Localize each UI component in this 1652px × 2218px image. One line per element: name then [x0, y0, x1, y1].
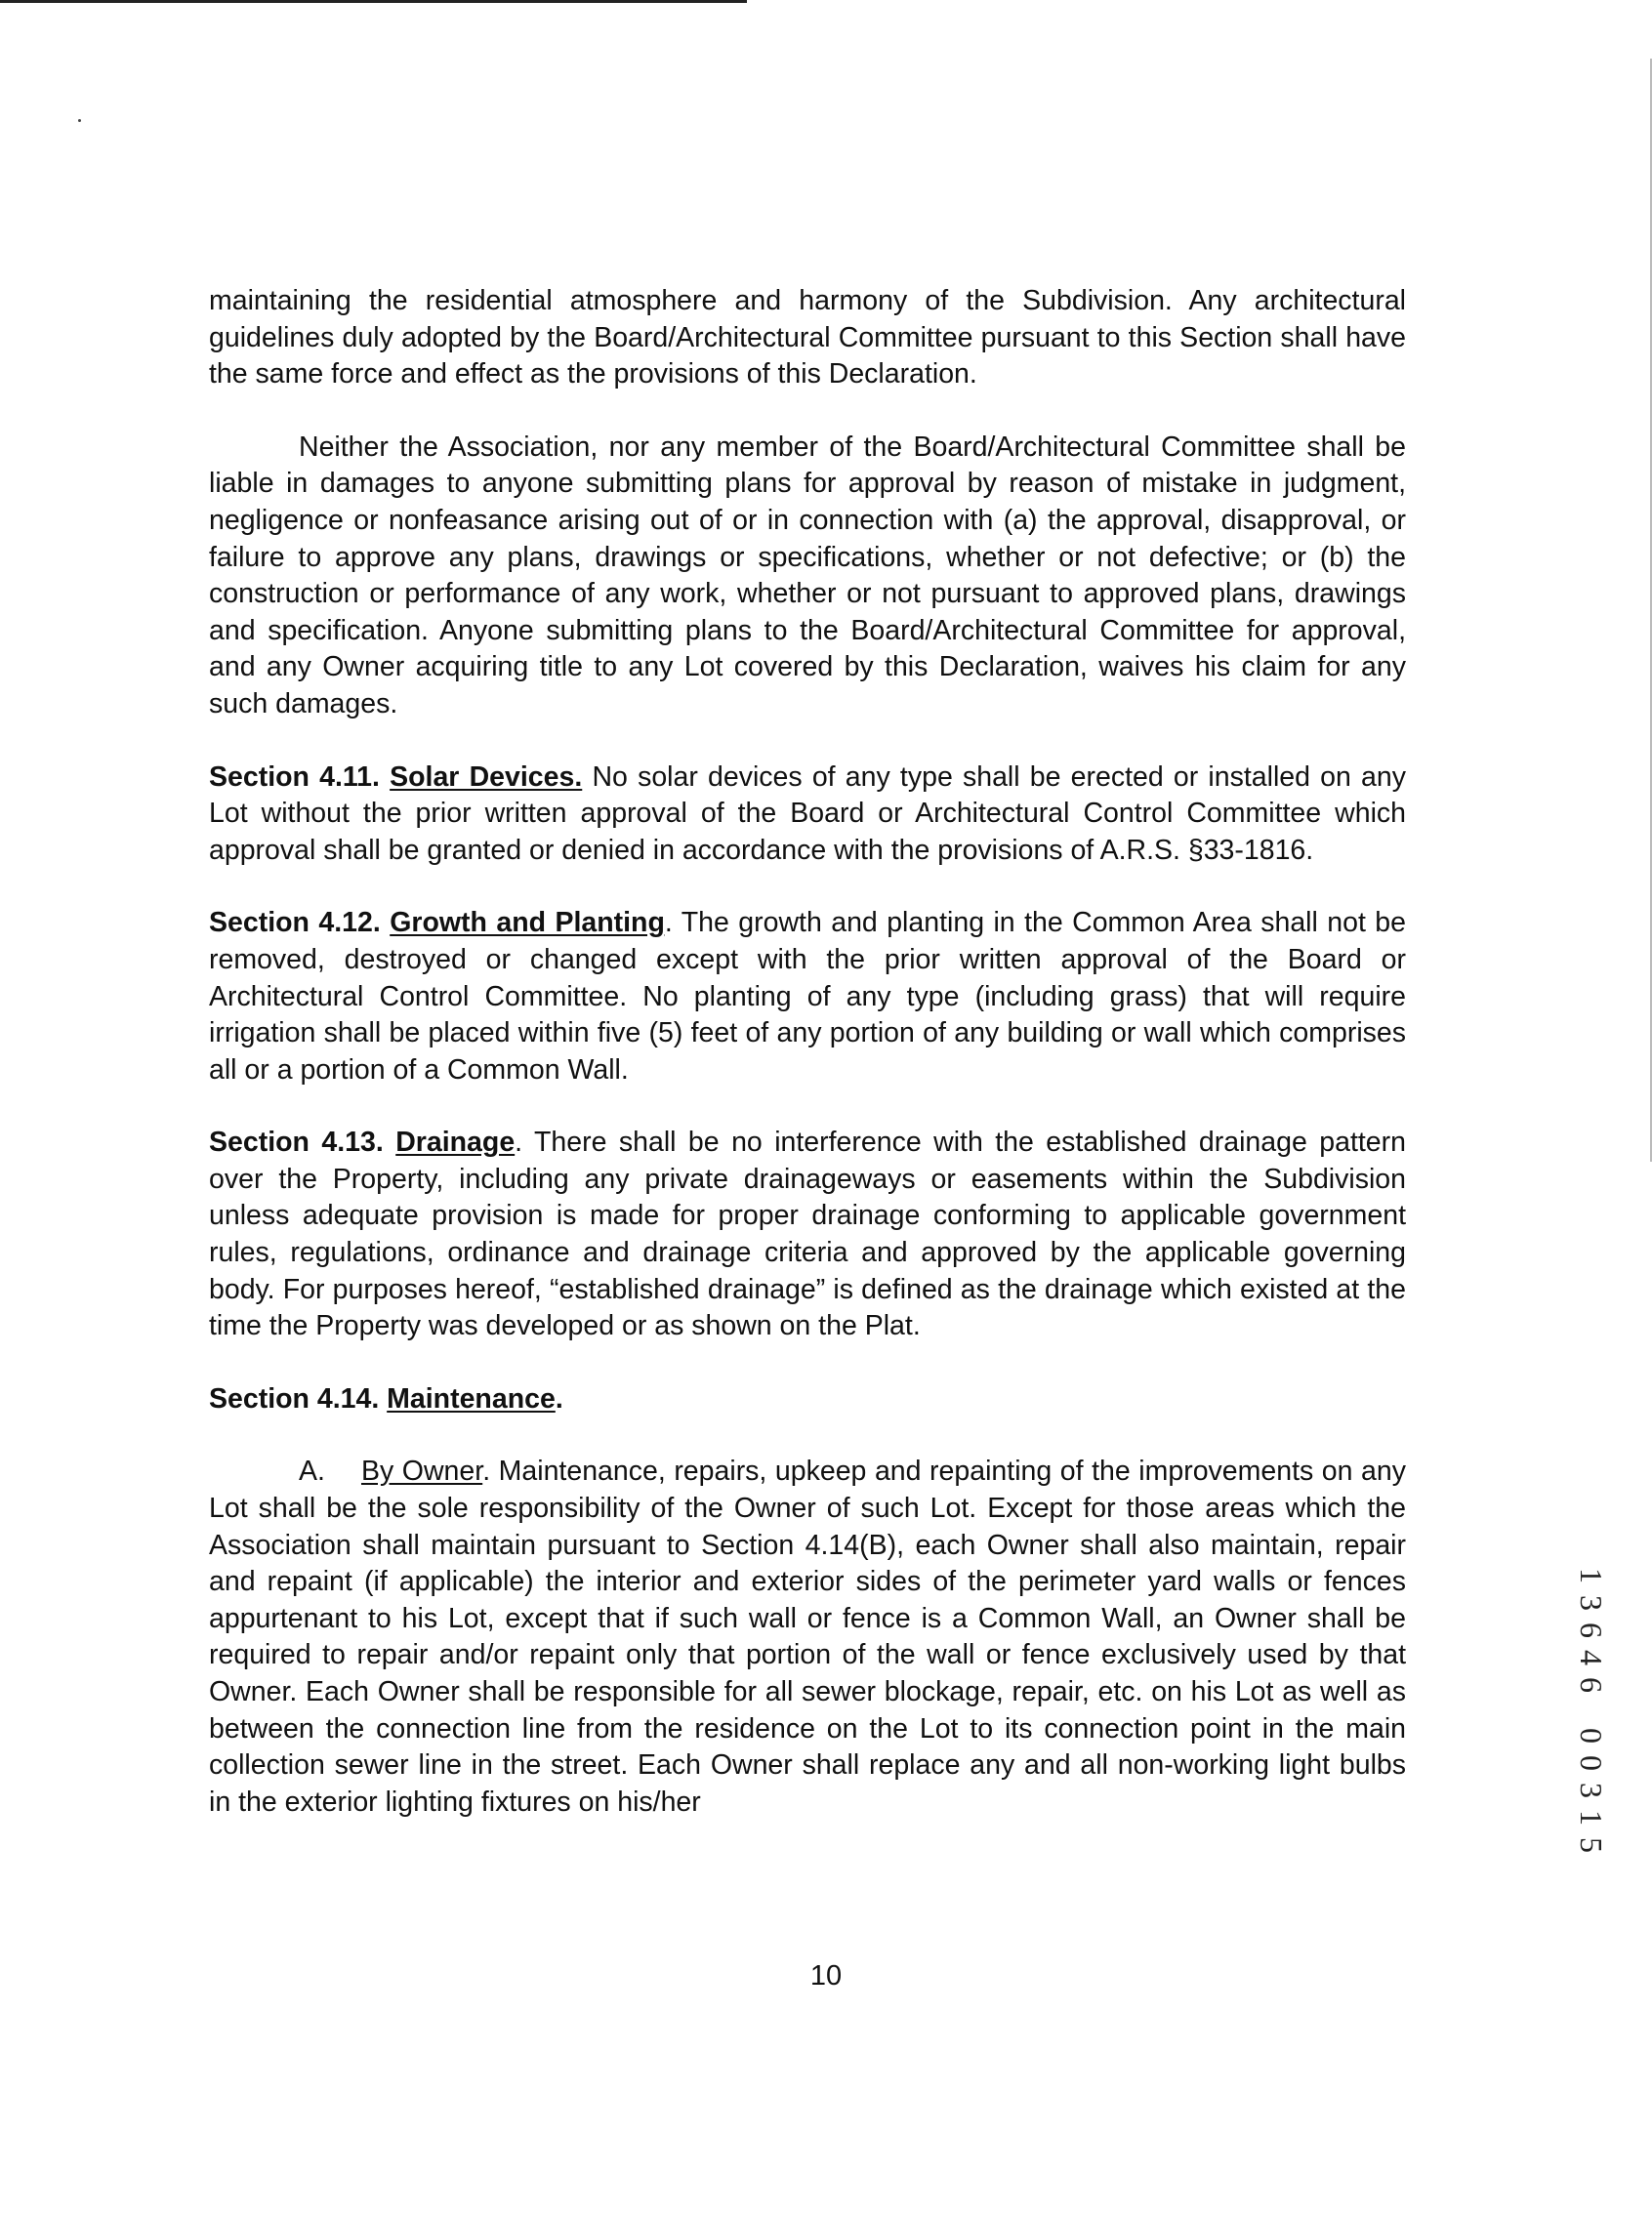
section-4-13 — [209, 1125, 1406, 1345]
stamp-digit: 0 — [1574, 1755, 1609, 1771]
scan-speck — [78, 119, 81, 122]
section-4-11-title: Solar Devices. — [390, 760, 583, 793]
section-4-11-text: No solar devices of any type shall be erected or installed on any Lot without the prior written approval of the Board or Architectural Control Committee which approval shall be granted or denied in accordance with the provisions of A.R.S. §33-1816. — [209, 760, 1406, 866]
stamp-digit: 4 — [1574, 1650, 1609, 1665]
margin-recording-stamp — [1574, 1562, 1609, 1859]
document-body — [209, 283, 1406, 1857]
section-4-12-text: . The growth and planting in the Common Area shall not be removed, destroyed or changed except with the prior written approval of the Board or Architectural Control Committee. No planting of any type (including grass) that will require irrigation shall be placed within five (5) feet of any portion of any building or wall which comprises all or a portion of a Common Wall. — [209, 907, 1407, 1086]
stamp-digit: 0 — [1574, 1728, 1609, 1744]
top-scan-rule — [0, 0, 747, 3]
stamp-digit: 1 — [1574, 1568, 1609, 1583]
stamp-digit: 5 — [1574, 1837, 1609, 1853]
section-4-14-trailing: . — [555, 1382, 563, 1415]
paragraph-liability: Neither the Association, nor any member of the Board/Architectural Committee shall be liable in damages to anyone submitting plans for approval by reason of mistake in judgment, negligence or nonfeasance arising out of or in connection with (a) the approval, disapproval, or failure to approve any plans, drawings or specifications, whether or not defective; or (b) the construction or performance of any work, whether or not pursuant to approved plans, drawings and specification. Anyone submitting plans to the Board/Architectural Committee for approval, and any Owner acquiring title to any Lot covered by this Declaration, waives his claim for any such damages. — [209, 431, 1406, 719]
section-4-13-number: Section 4.13. — [209, 1127, 384, 1159]
section-4-11 — [209, 760, 1406, 870]
item-a-label: A. — [299, 1456, 325, 1488]
page-number: 10 — [809, 1960, 843, 1992]
section-4-12 — [209, 905, 1406, 1088]
item-a-title: By Owner — [361, 1456, 483, 1488]
section-4-12-title: Growth and Planting — [390, 907, 665, 939]
stamp-digit: 6 — [1574, 1622, 1609, 1638]
section-4-14-number: Section 4.14. — [209, 1382, 380, 1415]
stamp-digit: 3 — [1574, 1783, 1609, 1798]
stamp-digit: 3 — [1574, 1595, 1609, 1611]
stamp-digit: 1 — [1574, 1810, 1609, 1826]
section-4-12-number: Section 4.12. — [209, 907, 381, 939]
stamp-digit: 6 — [1574, 1677, 1609, 1693]
section-4-13-text: . There shall be no interference with the established drainage pattern over the Property, including any private drainageways or easements within the Subdivision unless adequate provision is made for proper drainage conforming to applicable government rules, regulations, ordinance and drainage criteria and approved by the applicable governing body. For purposes hereof, “established drainage” is defined as the drainage which existed at the time the Property was developed or as shown on the Plat. — [209, 1127, 1406, 1342]
paragraph-continuation: maintaining the residential atmosphere and harmony of the Subdivision. Any architectural guidelines duly adopted by the Board/Architectural Committee pursuant to this Section shall have the same force and effect as the provisions of this Declaration. — [209, 285, 1406, 390]
section-4-14-title: Maintenance — [387, 1382, 556, 1415]
section-4-13-title: Drainage — [395, 1127, 516, 1159]
item-a-text: . Maintenance, repairs, upkeep and repainting of the improvements on any Lot shall be the sole responsibility of the Owner of such Lot. Except for those areas which the Association shall maintain pursuant to Section 4.14(B), each Owner shall also maintain, repair and repaint (if applicable) the interior and exterior sides of the perimeter yard walls or fences appurtenant to his Lot, except that if such wall or fence is a Common Wall, an Owner shall be required to repair and/or repaint only that portion of the wall or fence exclusively used by that Owner. Each Owner shall be responsible for all sewer blockage, repair, etc. on his Lot as well as between the connection line from the residence on the Lot to its connection point in the main collection sewer line in the street. Each Owner shall replace any and all non-working light bulbs in the exterior lighting fixtures on his/her — [209, 1456, 1407, 1818]
section-4-11-number: Section 4.11. — [209, 760, 380, 793]
section-4-14-item-a — [209, 1454, 1406, 1821]
section-4-14-heading — [209, 1381, 1406, 1418]
